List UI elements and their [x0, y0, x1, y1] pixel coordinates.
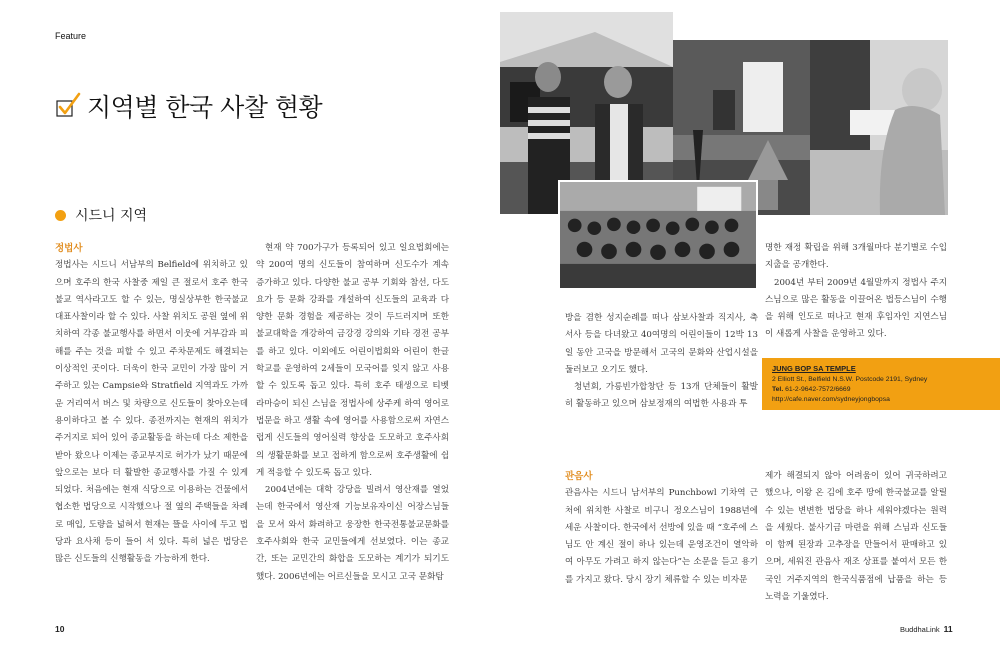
info-tel-line	[772, 385, 990, 395]
region-label: 시드니 지역	[75, 208, 148, 224]
col3-paragraph-2: 청년회, 가릉빈가합창단 등 13개 단체들이 활발히 활동하고 있으며 삼보정재의 여법한 사용과 투	[565, 382, 758, 410]
text-column-2	[256, 240, 449, 586]
info-tel-label: Tel.	[772, 386, 784, 393]
region-heading	[55, 205, 147, 225]
col3-paragraph-1: 방을 겸한 성지순례를 떠나 삼보사찰과 직지사, 축서사 등을 다녀왔고 40여명의 어린이들이 12박 13일 동안 고국을 방문해서 고국의 문화와 산업시설을 둘러보고 오기도 했다.	[565, 313, 758, 375]
photo-buddha-statue	[810, 40, 948, 215]
col4-paragraph-3: 제가 해결되지 않아 어려움이 있어 귀국하려고 했으나, 이왕 온 김에 호주 땅에 한국불교를 알릴 수 있는 변변한 법당을 하나 세워야겠다는 원력을 세웠다. 불사기금 마련을 위해 스님과 신도들이 함께 된장과 고추장을 만들어서 판매하고 있으며, 세워진 관음사 재조 상표를 붙여서 모든 한국인 거주지역의 한국식품점에 납품을 하는 등 노력을 기울였다.	[765, 471, 947, 603]
info-address: 2 Elliott St., Belfield N.S.W. Postcode 2191, Sydney	[772, 376, 928, 383]
text-column-3-lower	[565, 468, 758, 589]
col4-paragraph-1: 명한 재정 확립을 위해 3개월마다 분기별로 수입지출을 공개한다.	[765, 243, 947, 271]
col1-body: 정법사는 시드니 서남부의 Belfield에 위치하고 있으며 호주의 한국 사찰중 제일 큰 절로서 호주 한국불교 역사라고도 할 수 있는, 명실상부한 한국불교 대표사찰이라 할 수 있다. 사찰 위치도 공원 옆에 위치하여 각종 불교행사를 하면서 이웃에 거부감과 피해를 주는 것을 피할 수 있고 주차문제도 해결되는 이상적인 곳이다. 더욱이 한국 교민이 가장 많이 거주하고 있는 Campsie와 Stratfield 지역과도 가까운 거리여서 버스 및 차량으로 신도들이 찾아오는데 용이하다고 볼 수 있다. 종전까지는 현재의 위치가 주거지로 되어 있어 종교활동을 하는데 다소 제한을 받아 왔으나 이제는 종교부지로 허가가 났기 때문에 앞으로는 보다 더 활발한 종교행사를 가질 수 있게 되었다. 처음에는 현재 식당으로 이용하는 건물에서 협소한 법당으로 시작했으나 절 옆의 주택들을 차례로 매입, 도량을 넓혀서 현재는 뜰을 사이에 두고 법당과 요사채 등이 들어 서 있다. 특히 넓은 법당은 많은 신도들의 신행활동을 가능하게 한다.	[55, 260, 248, 565]
col3-paragraph-3: 관음사는 시드니 남서부의 Punchbowl 기차역 근처에 위치한 사찰로 비구니 정오스님이 1988년에 세운 사찰이다. 한국에서 선방에 있을 때 “호주에 스님도 안 계신 절이 하나 있는데 운영조건이 열악하여 아무도 가려고 하지 않는다”는 소문을 듣고 용기를 가지고 왔다. 당시 장기 체류할 수 있는 비자문	[565, 488, 758, 585]
subhead-gwaneumsa: 관음사	[565, 471, 593, 482]
temple-info-box	[762, 358, 1000, 410]
subhead-jungbopsa: 정법사	[55, 243, 83, 254]
magazine-name: BuddhaLink	[900, 625, 940, 634]
info-tel: 61-2-9642-7572/6669	[785, 386, 851, 393]
photo-congregation	[558, 180, 758, 290]
title-block	[55, 88, 322, 124]
page-title: 지역별 한국 사찰 현황	[87, 93, 323, 122]
text-column-4-lower	[765, 468, 947, 606]
info-title: JUNG BOP SA TEMPLE	[772, 364, 856, 373]
col2-paragraph-1: 현재 약 700가구가 등록되어 있고 일요법회에는 약 200여 명의 신도들이 참여하며 신도수가 계속 증가하고 있다. 다양한 불교 공부 기회와 참선, 다도 요가 등 문화 강좌를 개설하여 신도들의 교육과 다양한 문화 경험을 제공하는 것이 두드러지며 또한 불교대학을 개강하여 금강경 강의와 기타 경전 공부를 하고 있다. 이외에도 어린이법회와 어린이 한글학교를 운영하여 2세들이 모국어를 잊지 않고 사용할 수 있도록 돕고 있다. 특히 호주 태생으로 티벳 라마승이 되신 스님을 정법사에 상주케 하여 영어로 법문을 하고 생활 속에 영어를 사용함으로써 자연스럽게 신도들의 영어실력 향상을 도모하고 호주사회의 생활문화를 보고 접하게 함으로써 호주생활에 쉽게 적응할 수 있도록 돕고 있다.	[256, 243, 449, 478]
info-url[interactable]: http://cafe.naver.com/sydneyjongbopsa	[772, 396, 890, 403]
col4-paragraph-2: 2004년 부터 2009년 4월말까지 정법사 주지스님으로 많은 활동을 이끌어온 법등스님이 수행을 위해 인도로 떠나고 현재 후임자인 지연스님이 새롭게 사찰을 운영하고 있다.	[765, 277, 947, 340]
footer-right	[900, 624, 953, 634]
page-number-left: 10	[55, 624, 65, 634]
text-column-3	[565, 310, 758, 414]
col2-paragraph-2: 2004년에는 대학 강당을 빌려서 영산재를 열었는데 한국에서 영산재 기능보유자이신 어장스님들을 모셔 와서 화려하고 웅장한 한국전통불교문화를 호주사회와 한국 교민들에게 선보였다. 이는 종교간, 또는 교민간의 화합을 도모하는 계기가 되기도 했다. 2006년에는 어르신들을 모시고 고국 문화탐	[256, 485, 449, 582]
text-column-1	[55, 240, 248, 569]
page-number-right: 11	[943, 624, 953, 634]
bullet-dot-icon	[55, 210, 66, 221]
section-label: Feature	[55, 31, 87, 41]
text-column-4	[765, 240, 947, 344]
checkbox-icon	[55, 92, 81, 120]
